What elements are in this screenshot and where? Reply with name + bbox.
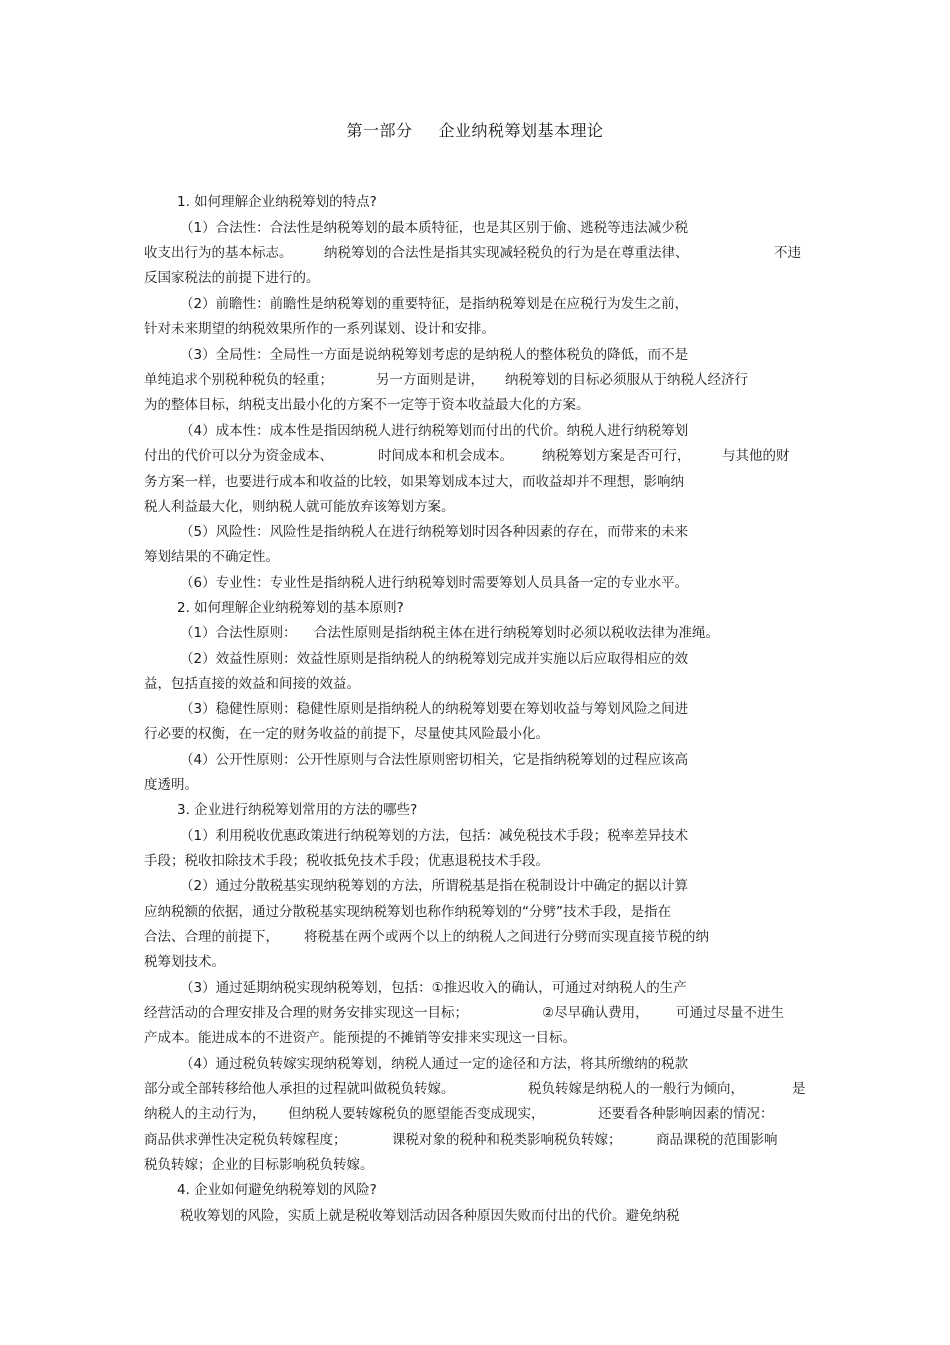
paragraph-line: ②尽早确认费用， [542, 1005, 649, 1021]
paragraph-line: 筹划结果的不确定性。 [144, 549, 279, 565]
paragraph-line: 1. 如何理解企业纳税筹划的特点? [177, 194, 377, 210]
paragraph-line: 付出的代价可以分为资金成本、 [144, 448, 333, 464]
paragraph-line: 针对未来期望的纳税效果所作的一系列谋划、设计和安排。 [144, 321, 495, 337]
paragraph-line: （2）效益性原则：效益性原则是指纳税人的纳税筹划完成并实施以后应取得相应的效 [180, 651, 689, 667]
title-part: 第一部分 [346, 121, 413, 140]
paragraph-line: 益，包括直接的效益和间接的效益。 [144, 676, 360, 692]
paragraph-line: 但纳税人要转嫁税负的愿望能否变成现实， [288, 1106, 545, 1122]
paragraph-line: （2）通过分散税基实现纳税筹划的方法，所谓税基是指在税制设计中确定的据以计算 [180, 878, 689, 894]
paragraph-line: （1）利用税收优惠政策进行纳税筹划的方法，包括：减免税技术手段；税率差异技术 [180, 828, 689, 844]
paragraph-line: 税筹划技术。 [144, 954, 225, 970]
paragraph-line: 与其他的财 [722, 448, 790, 464]
paragraph-line: （6）专业性：专业性是指纳税人进行纳税筹划时需要筹划人员具备一定的专业水平。 [180, 575, 689, 591]
paragraph-line: 产成本。能进成本的不进资产。能预提的不摊销等安排来实现这一目标。 [144, 1030, 576, 1046]
paragraph-line: 是 [792, 1081, 806, 1097]
paragraph-line: 纳税筹划的目标必须服从于纳税人经济行 [505, 372, 748, 388]
paragraph-line: 手段；税收扣除技术手段；税收抵免技术手段；优惠退税技术手段。 [144, 853, 549, 869]
paragraph-line: 纳税人的主动行为， [144, 1106, 266, 1122]
page-title [0, 118, 950, 141]
paragraph-line: 应纳税额的依据，通过分散税基实现纳税筹划也称作纳税筹划的“分劈”技术手段，是指在 [144, 904, 671, 920]
paragraph-line: 税负转嫁是纳税人的一般行为倾向， [528, 1081, 744, 1097]
paragraph-line: 合法性原则是指纳税主体在进行纳税筹划时必须以税收法律为准绳。 [314, 625, 719, 641]
paragraph-line: 合法、合理的前提下， [144, 929, 279, 945]
paragraph-line: 经营活动的合理安排及合理的财务安排实现这一目标； [144, 1005, 468, 1021]
paragraph-line: （3）全局性：全局性一方面是说纳税筹划考虑的是纳税人的整体税负的降低，而不是 [180, 347, 689, 363]
paragraph-line: （4）公开性原则：公开性原则与合法性原则密切相关，它是指纳税筹划的过程应该高 [180, 752, 689, 768]
paragraph-line: 收支出行为的基本标志。 [144, 245, 293, 261]
paragraph-line: 纳税筹划的合法性是指其实现减轻税负的行为是在尊重法律、 [324, 245, 689, 261]
paragraph-line: （3）通过延期纳税实现纳税筹划，包括：①推迟收入的确认，可通过对纳税人的生产 [180, 980, 687, 996]
paragraph-line: 为的整体目标，纳税支出最小化的方案不一定等于资本收益最大化的方案。 [144, 397, 590, 413]
paragraph-line: 不违 [774, 245, 801, 261]
paragraph-line: 时间成本和机会成本。 [378, 448, 513, 464]
paragraph-line: （4）成本性：成本性是指因纳税人进行纳税筹划而付出的代价。纳税人进行纳税筹划 [180, 423, 689, 439]
paragraph-line: 2. 如何理解企业纳税筹划的基本原则? [177, 600, 404, 616]
paragraph-line: 单纯追求个别税种税负的轻重； [144, 372, 333, 388]
paragraph-line: （3）稳健性原则：稳健性原则是指纳税人的纳税筹划要在筹划收益与筹划风险之间进 [180, 701, 689, 717]
paragraph-line: 度透明。 [144, 777, 198, 793]
paragraph-line: 3. 企业进行纳税筹划常用的方法的哪些? [177, 802, 418, 818]
paragraph-line: 税人利益最大化，则纳税人就可能放弃该筹划方案。 [144, 499, 455, 515]
paragraph-line: （2）前瞻性：前瞻性是纳税筹划的重要特征，是指纳税筹划是在应税行为发生之前， [180, 296, 689, 312]
paragraph-line: 务方案一样，也要进行成本和收益的比较，如果筹划成本过大，而收益却并不理想，影响纳 [144, 474, 684, 490]
paragraph-line: （5）风险性：风险性是指纳税人在进行纳税筹划时因各种因素的存在，而带来的未来 [180, 524, 689, 540]
paragraph-line: 4. 企业如何避免纳税筹划的风险? [177, 1182, 377, 1198]
paragraph-line: 可通过尽量不进生 [676, 1005, 784, 1021]
paragraph-line: （4）通过税负转嫁实现纳税筹划，纳税人通过一定的途径和方法，将其所缴纳的税款 [180, 1056, 689, 1072]
paragraph-line: 还要看各种影响因素的情况： [598, 1106, 774, 1122]
paragraph-line: 反国家税法的前提下进行的。 [144, 270, 320, 286]
paragraph-line: 商品课税的范围影响 [656, 1132, 778, 1148]
paragraph-line: 课税对象的税种和税类影响税负转嫁； [392, 1132, 622, 1148]
paragraph-line: 税负转嫁；企业的目标影响税负转嫁。 [144, 1157, 374, 1173]
title-name: 企业纳税筹划基本理论 [438, 121, 604, 140]
paragraph-line: 将税基在两个或两个以上的纳税人之间进行分劈而实现直接节税的纳 [304, 929, 709, 945]
paragraph-line: 纳税筹划方案是否可行， [542, 448, 691, 464]
paragraph-line: 部分或全部转移给他人承担的过程就叫做税负转嫁。 [144, 1081, 455, 1097]
paragraph-line: （1）合法性原则： [180, 625, 297, 641]
paragraph-line: 商品供求弹性决定税负转嫁程度； [144, 1132, 347, 1148]
paragraph-line: 行必要的权衡，在一定的财务收益的前提下，尽量使其风险最小化。 [144, 726, 549, 742]
paragraph-line: 另一方面则是讲， [376, 372, 484, 388]
paragraph-line: （1）合法性：合法性是纳税筹划的最本质特征，也是其区别于偷、逃税等违法减少税 [180, 220, 689, 236]
paragraph-line: 税收筹划的风险，实质上就是税收筹划活动因各种原因失败而付出的代价。避免纳税 [180, 1208, 680, 1224]
